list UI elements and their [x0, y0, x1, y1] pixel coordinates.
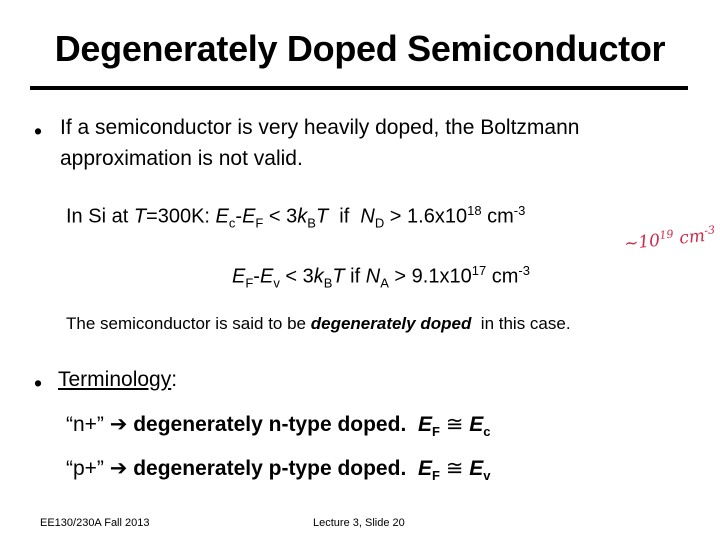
- equation-acceptor: $E_F-E_v < 3k_BT$ if $N_A > 9.1x10^{17}$ $cm^{-3}$: [232, 263, 530, 291]
- bullet-line-2: approximation is not valid.: [60, 147, 303, 170]
- bullet-text: [60, 112, 579, 174]
- footer-slide-number: Lecture 3, Slide 20: [313, 517, 405, 529]
- slide-title: Degenerately Doped Semiconductor: [54, 28, 666, 69]
- bullet-line-1: If a semiconductor is very heavily doped, the Boltzmann: [60, 116, 580, 139]
- handwritten-annotation: $\sim 10^{19}$ $cm^{-3}$: [623, 223, 716, 255]
- terminology-heading: Terminology:: [58, 368, 178, 391]
- degenerate-note: The semiconductor is said to be degenerately doped in this case.: [66, 314, 571, 333]
- right-arrow-icon: ➔: [109, 413, 128, 436]
- n-plus-definition: “n+” ➔ degenerately n-type doped. $E_F$ ≅ $E_c$: [66, 413, 491, 440]
- footer-course: EE130/230A Fall 2013: [40, 517, 150, 529]
- right-arrow-icon: ➔: [109, 457, 128, 480]
- equation-donor: In Si at T=300K: $E_c-E_F < 3k_BT$ if $N_D > 1.6x10^{18}$ $cm^{-3}$: [66, 203, 526, 231]
- bullet-dot-icon: •: [34, 370, 43, 396]
- title-underline: [30, 86, 688, 90]
- p-plus-definition: “p+” ➔ degenerately p-type doped. $E_F$ ≅ $E_v$: [66, 457, 491, 484]
- bullet-dot-icon: •: [34, 118, 43, 144]
